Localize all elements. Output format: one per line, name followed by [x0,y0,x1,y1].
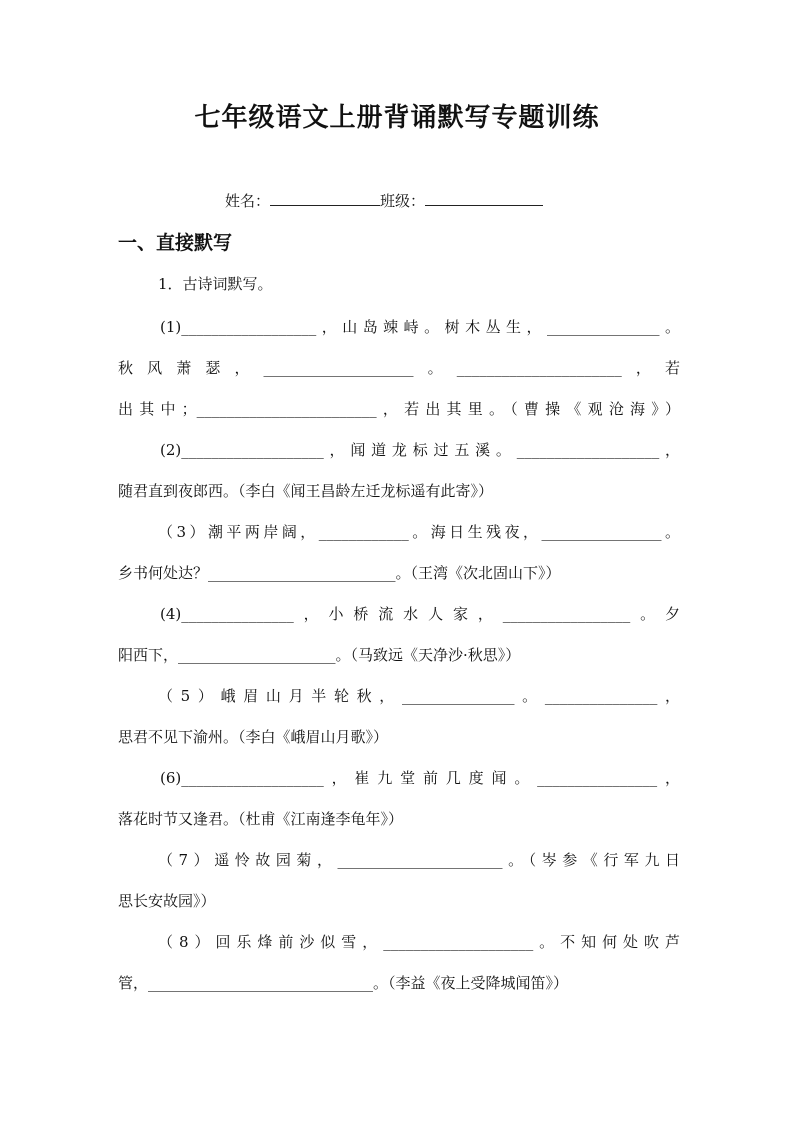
student-info [225,190,543,212]
poem-line: (6)___________________，崔九堂前几度闻。________________， [160,769,680,787]
poem-line: （3）潮平两岸阔，____________。海日生残夜，________________。 [158,523,680,541]
poem-line: 管，______________________________。（李益《夜上受降城闻笛》） [118,974,569,992]
poem-line: 思君不见下渝州。（李白《峨眉山月歌》） [118,728,389,746]
class-blank[interactable] [425,191,543,206]
poem-line: 随君直到夜郎西。（李白《闻王昌龄左迁龙标遥有此寄》） [118,482,494,500]
poem-line: 思长安故园》） [118,892,216,910]
poem-line: 阳西下，_____________________。（马致远《天净沙·秋思》） [118,646,521,664]
name-label: 姓名： [225,192,271,210]
poem-line: 出其中；________________________，若出其里。（曹操《观沧海》） [118,400,680,418]
poem-line: (1)__________________，山岛竦峙。树木丛生，_______________。 [160,318,680,336]
poem-line: （7）遥怜故园菊，______________________。（岑参《行军九日 [158,851,680,869]
poem-line: 乡书何处达？_________________________。（王湾《次北固山下》） [118,564,561,582]
poem-line: 秋风萧瑟，____________________。______________________，若 [118,359,680,377]
poem-line: （5）峨眉山月半轮秋，_______________。_______________， [158,687,680,705]
poem-line: （8）回乐烽前沙似雪，____________________。不知何处吹芦 [158,933,680,951]
poem-line: 落花时节又逢君。（杜甫《江南逢李龟年》） [118,810,404,828]
poem-line: (4)_______________，小桥流水人家，_________________。夕 [160,605,680,623]
question-title: 1．古诗词默写。 [158,275,273,293]
page-title: 七年级语文上册背诵默写专题训练 [194,103,600,133]
name-blank[interactable] [270,191,380,206]
section-heading: 一、直接默写 [118,232,233,254]
poem-line: (2)___________________，闻道龙标过五溪。___________________， [160,441,680,459]
class-label: 班级： [380,192,426,210]
